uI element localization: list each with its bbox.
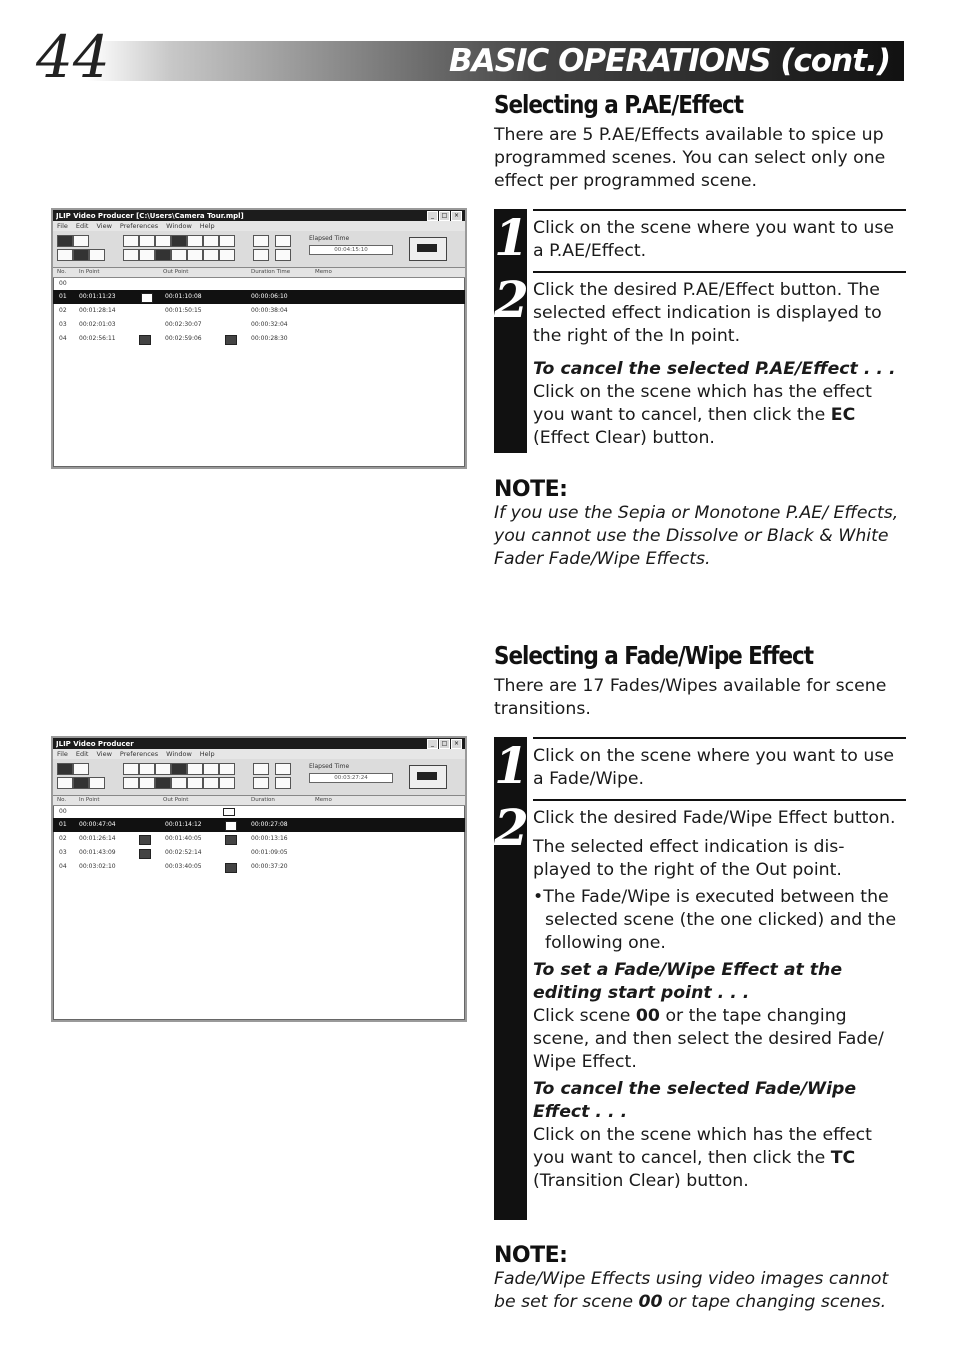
fade-wipe-indicator-icon [225, 863, 237, 873]
page-number: 44 [36, 23, 110, 91]
step-number: 2 [494, 271, 527, 453]
step-text: Click the desired P.AE/Effect button. The selected effect indication is displayed to the right of the In point. [533, 280, 882, 346]
set-effect-subhead: To set a Fade/Wipe Effect at the editing start point . . . [533, 960, 843, 1003]
menu-help[interactable]: Help [199, 750, 215, 758]
cancel-effect-subhead: To cancel the selected Fade/Wipe Effect . . . [533, 1079, 857, 1122]
header-title: BASIC OPERATIONS (cont.) [449, 43, 890, 79]
note-text: If you use the Sepia or Monotone P.AE/ Effects, you cannot use the Dissolve or Black & White Fader Fade/Wipe Effects. [494, 503, 899, 569]
elapsed-time-label: Elapsed Time [309, 235, 350, 242]
effect-button[interactable] [187, 235, 203, 247]
fade-wipe-indicator-icon [225, 821, 237, 831]
effect-button[interactable] [171, 249, 187, 261]
elapsed-time-value: 00:04:15:10 [309, 245, 393, 255]
effect-button[interactable] [123, 249, 139, 261]
effect-button[interactable] [123, 763, 139, 775]
step-number: 1 [494, 209, 527, 271]
effect-button[interactable] [123, 777, 139, 789]
minimize-icon[interactable]: _ [427, 211, 438, 221]
section2-step-2: 2 Click the desired Fade/Wipe Effect button. The selected effect indication is dis- played to the right of the Out point. •The Fade/Wipe is executed between the selected scene (the one clicked) and the following one. To set a Fade/Wipe Effect at the editing start point . . . Click scene 00 or the tape changing scene, and then select the desired Fade/ Wipe Effect. To cancel the selected Fade/Wipe Effect . . . Click on the scene which has the effect you want to cancel, then click the TC (Transition Clear) button. [494, 799, 906, 1193]
effect-button[interactable] [155, 763, 171, 775]
menu-edit[interactable]: Edit [75, 750, 89, 758]
effect-button[interactable] [187, 249, 203, 261]
effect-button[interactable] [253, 763, 269, 775]
effect-button[interactable] [73, 777, 89, 789]
note-text: Fade/Wipe Effects using video images cannot be set for scene 00 or tape changing scenes. [494, 1269, 889, 1312]
menu-window[interactable]: Window [166, 222, 192, 230]
menu-bar [53, 749, 465, 759]
effect-button[interactable] [139, 763, 155, 775]
table-row[interactable]: 00 [53, 806, 465, 818]
effect-button[interactable] [275, 249, 291, 261]
step-text: Click on the scene where you want to use a P.AE/Effect. [533, 218, 894, 261]
effect-button[interactable] [57, 777, 73, 789]
table-row[interactable]: 01 00:00:47:04 00:01:14:12 00:00:27:08 [53, 818, 465, 832]
table-row[interactable]: 02 00:01:28:14 00:01:50:15 00:00:38:04 [59, 307, 288, 314]
table-row[interactable]: 01 00:01:11:23 00:01:10:08 00:00:06:10 [53, 290, 465, 304]
note-label: NOTE: [494, 1243, 568, 1268]
effect-button[interactable] [219, 235, 235, 247]
pae-effect-indicator-icon [139, 835, 151, 845]
section2-head [494, 641, 906, 721]
effect-button[interactable] [203, 763, 219, 775]
header-bar [88, 41, 904, 81]
step-text: Click the desired Fade/Wipe Effect button. [533, 808, 896, 828]
effect-button[interactable] [253, 777, 269, 789]
effect-toolbar [53, 231, 465, 268]
pae-effect-indicator-icon [139, 849, 151, 859]
effect-button[interactable] [275, 235, 291, 247]
menu-preferences[interactable]: Preferences [119, 750, 159, 758]
step-number: 1 [494, 737, 527, 799]
effect-button[interactable] [57, 235, 73, 247]
window-titlebar: JLIP Video Producer _ □ × [53, 738, 465, 749]
effect-button[interactable] [219, 249, 235, 261]
column-header: No. In Point Out Point Duration Memo [53, 796, 465, 806]
effect-button[interactable] [203, 777, 219, 789]
maximize-icon[interactable]: □ [439, 211, 450, 221]
maximize-icon[interactable]: □ [439, 739, 450, 749]
table-row[interactable]: 04 00:02:56:11 00:02:59:06 00:00:28:30 [53, 332, 465, 346]
effect-button[interactable] [187, 763, 203, 775]
column-header: No. In Point Out Point Duration Time Memo [53, 268, 465, 278]
menu-view[interactable]: View [96, 750, 112, 758]
effect-button[interactable] [203, 235, 219, 247]
menu-file[interactable]: File [57, 222, 68, 230]
menu-preferences[interactable]: Preferences [119, 222, 159, 230]
table-row[interactable]: 03 00:01:43:09 00:02:52:14 00:01:09:05 [53, 846, 465, 860]
minimize-icon[interactable]: _ [427, 739, 438, 749]
ec-button[interactable] [89, 777, 105, 789]
effect-button[interactable] [57, 763, 73, 775]
menu-view[interactable]: View [96, 222, 112, 230]
pae-effect-indicator-icon [139, 335, 151, 345]
tc-button[interactable] [275, 777, 291, 789]
effect-button[interactable] [253, 235, 269, 247]
step-number: 2 [494, 799, 527, 1220]
transfer-button[interactable] [409, 237, 447, 261]
effect-button[interactable] [139, 777, 155, 789]
menu-bar [53, 221, 465, 231]
effect-button[interactable] [155, 777, 171, 789]
fade-wipe-indicator-icon [223, 808, 235, 816]
effect-button[interactable] [73, 763, 89, 775]
close-icon[interactable]: × [451, 739, 462, 749]
effect-button[interactable] [171, 763, 187, 775]
window-titlebar: JLIP Video Producer [C:\Users\Camera Tour.mpl] _ □ × [53, 210, 465, 221]
section2-intro: There are 17 Fades/Wipes available for scene transitions. [494, 676, 887, 719]
ec-button[interactable] [89, 249, 105, 261]
section1-step-1 [494, 209, 906, 273]
menu-file[interactable]: File [57, 750, 68, 758]
effect-button[interactable] [171, 777, 187, 789]
effect-button[interactable] [203, 249, 219, 261]
effect-button[interactable] [139, 249, 155, 261]
section1-note [494, 477, 906, 571]
step-bullet: •The Fade/Wipe is executed between the selected scene (the one clicked) and the following one. [533, 887, 897, 953]
section1-head [494, 90, 906, 193]
section1-intro: There are 5 P.AE/Effects available to spice up programmed scenes. You can select only one effect per programmed scene. [494, 125, 886, 191]
table-row[interactable]: 02 00:01:26:14 00:01:40:05 00:00:13:16 [53, 832, 465, 846]
section1-step-2: 2 Click the desired P.AE/Effect button. The selected effect indication is displayed to the right of the In point. To cancel the selected P.AE/Effect . . . Click on the scene which has the effect you want to cancel, then click the EC (Effect Clear) button. [494, 271, 906, 450]
effect-button[interactable] [139, 235, 155, 247]
effect-button[interactable] [219, 763, 235, 775]
effect-button[interactable] [187, 777, 203, 789]
effect-button[interactable] [155, 249, 171, 261]
section2-title: Selecting a Fade/Wipe Effect [494, 641, 813, 670]
menu-edit[interactable]: Edit [75, 222, 89, 230]
effect-button[interactable] [275, 763, 291, 775]
fade-wipe-indicator-icon [225, 835, 237, 845]
pae-effect-indicator-icon [141, 293, 153, 303]
effect-button[interactable] [155, 235, 171, 247]
step-text: Click on the scene where you want to use a Fade/Wipe. [533, 746, 894, 789]
screenshot-pae-effect [51, 208, 467, 469]
table-row[interactable]: 00 [59, 280, 67, 287]
table-row[interactable]: 03 00:02:01:03 00:02:30:07 00:00:32:04 [59, 321, 288, 328]
ec-label: EC [830, 405, 856, 425]
effect-button[interactable] [219, 777, 235, 789]
section2-note [494, 1243, 906, 1314]
section2-step-1 [494, 737, 906, 801]
note-label: NOTE: [494, 477, 568, 502]
effect-button[interactable] [123, 235, 139, 247]
elapsed-time-value: 00:03:27:24 [309, 773, 393, 783]
tc-label: TC [830, 1148, 856, 1168]
effect-button[interactable] [253, 249, 269, 261]
step-text-2: The selected effect indication is dis- played to the right of the Out point. [533, 837, 845, 880]
transfer-button[interactable] [409, 765, 447, 789]
table-row[interactable]: 04 00:03:02:10 00:03:40:05 00:00:37:20 [53, 860, 465, 874]
menu-window[interactable]: Window [166, 750, 192, 758]
menu-help[interactable]: Help [199, 222, 215, 230]
effect-button[interactable] [57, 249, 73, 261]
fade-wipe-indicator-icon [225, 335, 237, 345]
effect-button[interactable] [73, 235, 89, 247]
close-icon[interactable]: × [451, 211, 462, 221]
effect-toolbar [53, 759, 465, 796]
elapsed-time-label: Elapsed Time [309, 763, 350, 770]
effect-button[interactable] [171, 235, 187, 247]
screenshot-fade-wipe [51, 736, 467, 1022]
cancel-effect-subhead: To cancel the selected P.AE/Effect . . . [533, 359, 896, 379]
section1-title: Selecting a P.AE/Effect [494, 90, 744, 119]
effect-button[interactable] [73, 249, 89, 261]
